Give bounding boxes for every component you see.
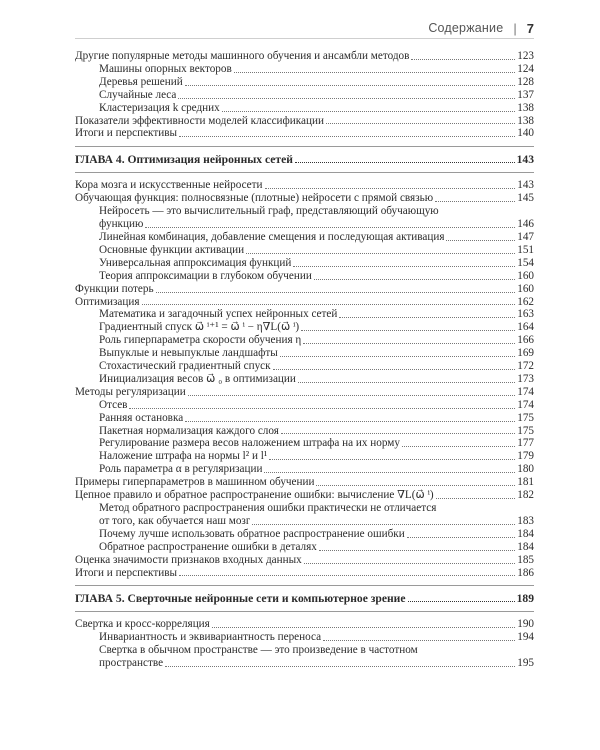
toc-entry[interactable] (75, 463, 534, 476)
toc-entry[interactable] (75, 567, 534, 580)
toc-entry-continuation (99, 657, 534, 670)
toc-entry-page: 128 (517, 75, 534, 88)
toc-entry-page: 138 (517, 114, 534, 127)
toc-entry-page: 174 (517, 385, 534, 398)
leader-dots (298, 382, 515, 383)
page-number: 7 (526, 20, 534, 36)
toc-entry[interactable] (75, 437, 534, 450)
chapter-4-heading[interactable] (75, 153, 534, 166)
toc-entry[interactable] (75, 115, 534, 128)
leader-dots (178, 98, 515, 99)
leader-dots (407, 537, 516, 538)
toc-entry-text: Математика и загадочный успех нейронных сетей (99, 308, 338, 321)
running-header-separator: | (513, 20, 517, 36)
toc-entry-page: 184 (517, 527, 534, 540)
chapter-rule-top (75, 585, 534, 586)
toc-entry[interactable] (75, 63, 534, 76)
leader-dots (222, 111, 515, 112)
toc-entry-page: 179 (517, 450, 534, 463)
toc-entry[interactable] (75, 179, 534, 192)
leader-dots (339, 317, 515, 318)
toc-group-chapter4 (75, 179, 534, 579)
toc-entry[interactable] (75, 347, 534, 360)
toc-entry-text: Оптимизация (75, 295, 140, 308)
leader-dots (402, 446, 515, 447)
leader-dots (281, 433, 515, 434)
toc-entry-page: 163 (517, 308, 534, 321)
leader-dots (156, 292, 516, 293)
toc-entry[interactable] (75, 192, 534, 205)
toc-entry[interactable] (75, 541, 534, 554)
toc-entry-page: 175 (517, 424, 534, 437)
leader-dots (303, 343, 515, 344)
toc-entry-page: 173 (517, 372, 534, 385)
toc-entry-text: Инвариантность и эквивариантность переноса (99, 631, 322, 644)
toc-entry-text: Показатели эффективности моделей классификации (75, 114, 324, 127)
toc-entry-page: 143 (517, 179, 534, 192)
toc-entry-text: Функции потерь (75, 282, 154, 295)
toc-entry-text: Пакетная нормализация каждого слоя (99, 424, 279, 437)
leader-dots (301, 330, 515, 331)
toc-entry-text: Оценка значимости признаков входных данных (75, 553, 302, 566)
toc-entry-text: Отсев (99, 398, 128, 411)
toc-entry-text: Почему лучше использовать обратное распространение ошибки (99, 527, 405, 540)
toc-entry-page: 195 (517, 657, 534, 670)
toc-entry-text: Методы регуляризации (75, 385, 186, 398)
toc-entry-page: 183 (517, 514, 534, 527)
toc-entry-page: 154 (517, 256, 534, 269)
toc-entry-page: 174 (517, 398, 534, 411)
toc-entry[interactable] (75, 205, 534, 231)
toc-entry-page: 123 (517, 50, 534, 62)
chapter-rule-top (75, 146, 534, 147)
toc-group-chapter3-tail (75, 50, 534, 140)
leader-dots (326, 123, 515, 124)
toc-entry[interactable] (75, 231, 534, 244)
toc-entry[interactable] (75, 412, 534, 425)
toc-entry[interactable] (75, 644, 534, 670)
leader-dots (185, 85, 515, 86)
toc-entry[interactable] (75, 386, 534, 399)
toc-entry-text: Регулирование размера весов наложением штрафа на их норму (99, 437, 400, 450)
leader-dots (293, 266, 515, 267)
toc-entry-page: 184 (517, 540, 534, 553)
toc-entry-text: пространстве (99, 657, 164, 670)
leader-dots (179, 575, 515, 576)
toc-entry-page: 146 (517, 218, 534, 231)
toc-entry-page: 145 (517, 192, 534, 205)
toc-entry-text: Теория аппроксимации в глубоком обучении (99, 269, 312, 282)
chapter-title: ГЛАВА 5. Сверточные нейронные сети и компьютерное зрение (75, 592, 406, 606)
toc-entry-page: 166 (517, 334, 534, 347)
toc-entry[interactable] (75, 373, 534, 386)
leader-dots (408, 601, 515, 602)
toc-entry[interactable] (75, 450, 534, 463)
leader-dots (265, 188, 516, 189)
toc-entry[interactable] (75, 244, 534, 257)
leader-dots (435, 201, 515, 202)
leader-dots (314, 279, 515, 280)
toc-entry[interactable] (75, 476, 534, 489)
leader-dots (129, 408, 515, 409)
toc-entry-page: 147 (517, 230, 534, 243)
toc-entry-page: 138 (517, 101, 534, 114)
toc-entry[interactable] (75, 257, 534, 270)
toc-entry-page: 181 (517, 476, 534, 489)
leader-dots (323, 640, 515, 641)
toc-entry-text: Кластеризация k средних (99, 101, 220, 114)
toc-entry-page: 177 (517, 437, 534, 450)
toc-entry-page: 164 (517, 321, 534, 334)
leader-dots (212, 627, 515, 628)
leader-dots (446, 240, 515, 241)
leader-dots (295, 162, 515, 163)
toc-entry[interactable] (75, 50, 534, 63)
toc-entry-text: Линейная комбинация, добавление смещения и последующая активация (99, 230, 445, 243)
toc-entry-text: Деревья решений (99, 75, 183, 88)
toc-entry-page: 140 (517, 127, 534, 140)
chapter-page: 143 (516, 153, 534, 167)
toc-entry-text: Обучающая функция: полносвязные (плотные) нейросети с прямой связью (75, 192, 434, 205)
toc-entry-text: Примеры гиперпараметров в машинном обучении (75, 476, 315, 489)
toc-entry[interactable] (75, 360, 534, 373)
toc-entry-text: Случайные леса (99, 88, 177, 101)
toc-entry[interactable] (75, 283, 534, 296)
toc-entry-text: Цепное правило и обратное распространение ошибки: вычисление ∇L(ω⃗ ⁱ) (75, 489, 434, 502)
toc-entry-text: Свертка и кросс-корреляция (75, 618, 210, 631)
toc-entry-text-line1: Свертка в обычном пространстве — это произведение в частотном (99, 644, 418, 657)
toc-entry-text: Итоги и перспективы (75, 127, 177, 140)
toc-entry[interactable] (75, 127, 534, 140)
toc-entry-text: Ранняя остановка (99, 411, 184, 424)
toc-entry-page: 180 (517, 463, 534, 476)
toc-entry[interactable] (75, 296, 534, 309)
toc-entry[interactable] (75, 502, 534, 528)
chapter-rule-bottom (75, 172, 534, 173)
leader-dots (269, 459, 515, 460)
toc-entry-text-line1: Метод обратного распространения ошибки практически не отличается (99, 502, 437, 514)
toc-entry-continuation (99, 218, 534, 231)
leader-dots (252, 524, 515, 525)
toc-entry-page: 182 (517, 489, 534, 502)
header-rule (75, 38, 534, 39)
toc-entry-text: функцию (99, 218, 144, 231)
toc-entry[interactable] (75, 308, 534, 321)
toc-entry-text: Машины опорных векторов (99, 62, 232, 75)
toc-entry[interactable] (75, 76, 534, 89)
toc-entry-page: 124 (517, 62, 534, 75)
toc-entry[interactable] (75, 554, 534, 567)
leader-dots (273, 369, 516, 370)
toc-entry-text: Градиентный спуск ω⃗ ⁱ⁺¹ = ω⃗ ⁱ − η∇L(ω⃗ ⁱ) (99, 321, 300, 334)
leader-dots (304, 563, 516, 564)
leader-dots (316, 485, 515, 486)
toc-entry-page: 175 (517, 411, 534, 424)
chapter-rule-bottom (75, 611, 534, 612)
leader-dots (179, 136, 515, 137)
toc-entry[interactable] (75, 399, 534, 412)
leader-dots (246, 253, 515, 254)
toc-entry[interactable] (75, 631, 534, 644)
toc-entry-text: Роль параметра α в регуляризации (99, 463, 263, 476)
running-header-section: Содержание (428, 21, 504, 35)
toc-entry-text: Основные функции активации (99, 243, 245, 256)
toc-entry[interactable] (75, 425, 534, 438)
toc-entry-text-line1: Нейросеть — это вычислительный граф, представляющий обучающую (99, 205, 439, 218)
toc-entry[interactable] (75, 618, 534, 631)
running-header (428, 18, 534, 38)
leader-dots (411, 59, 515, 60)
leader-dots (165, 666, 515, 667)
toc-entry-text: от того, как обучается наш мозг (99, 514, 251, 527)
chapter-title: ГЛАВА 4. Оптимизация нейронных сетей (75, 153, 293, 167)
leader-dots (280, 356, 515, 357)
toc-group-chapter5 (75, 618, 534, 670)
toc-entry[interactable] (75, 489, 534, 502)
toc-entry-page: 194 (517, 631, 534, 644)
toc-entry-text: Стохастический градиентный спуск (99, 360, 271, 373)
toc-entry-text: Обратное распространение ошибки в деталях (99, 540, 317, 553)
toc-entry-page: 151 (517, 243, 534, 256)
leader-dots (145, 227, 515, 228)
toc-entry-page: 137 (517, 88, 534, 101)
table-of-contents (75, 50, 534, 670)
toc-entry-text: Роль гиперпараметра скорости обучения η (99, 334, 302, 347)
toc-entry-text: Выпуклые и невыпуклые ландшафты (99, 347, 278, 360)
toc-entry-page: 172 (517, 360, 534, 373)
toc-entry-text: Итоги и перспективы (75, 566, 177, 579)
toc-entry[interactable] (75, 89, 534, 102)
toc-entry[interactable] (75, 321, 534, 334)
leader-dots (264, 472, 515, 473)
chapter-5-heading[interactable] (75, 592, 534, 605)
toc-entry-page: 169 (517, 347, 534, 360)
toc-entry[interactable] (75, 334, 534, 347)
leader-dots (319, 550, 515, 551)
leader-dots (234, 72, 515, 73)
toc-entry[interactable] (75, 270, 534, 283)
toc-entry-text: Кора мозга и искусственные нейросети (75, 179, 263, 192)
toc-entry-text: Другие популярные методы машинного обучения и ансамбли методов (75, 50, 410, 62)
chapter-page: 189 (516, 592, 534, 606)
toc-entry-text: Наложение штрафа на нормы l² и l¹ (99, 450, 268, 463)
toc-entry[interactable] (75, 102, 534, 115)
leader-dots (185, 421, 515, 422)
toc-entry-continuation (99, 515, 534, 528)
leader-dots (188, 395, 516, 396)
toc-entry-page: 160 (517, 269, 534, 282)
toc-entry-page: 186 (517, 566, 534, 579)
toc-entry-page: 185 (517, 553, 534, 566)
toc-entry-page: 190 (517, 618, 534, 631)
toc-entry-page: 160 (517, 282, 534, 295)
leader-dots (436, 498, 516, 499)
toc-entry[interactable] (75, 528, 534, 541)
toc-entry-text: Универсальная аппроксимация функций (99, 256, 292, 269)
toc-entry-page: 162 (517, 295, 534, 308)
toc-entry-text: Инициализация весов ω⃗ ₀ в оптимизации (99, 372, 296, 385)
leader-dots (142, 304, 516, 305)
